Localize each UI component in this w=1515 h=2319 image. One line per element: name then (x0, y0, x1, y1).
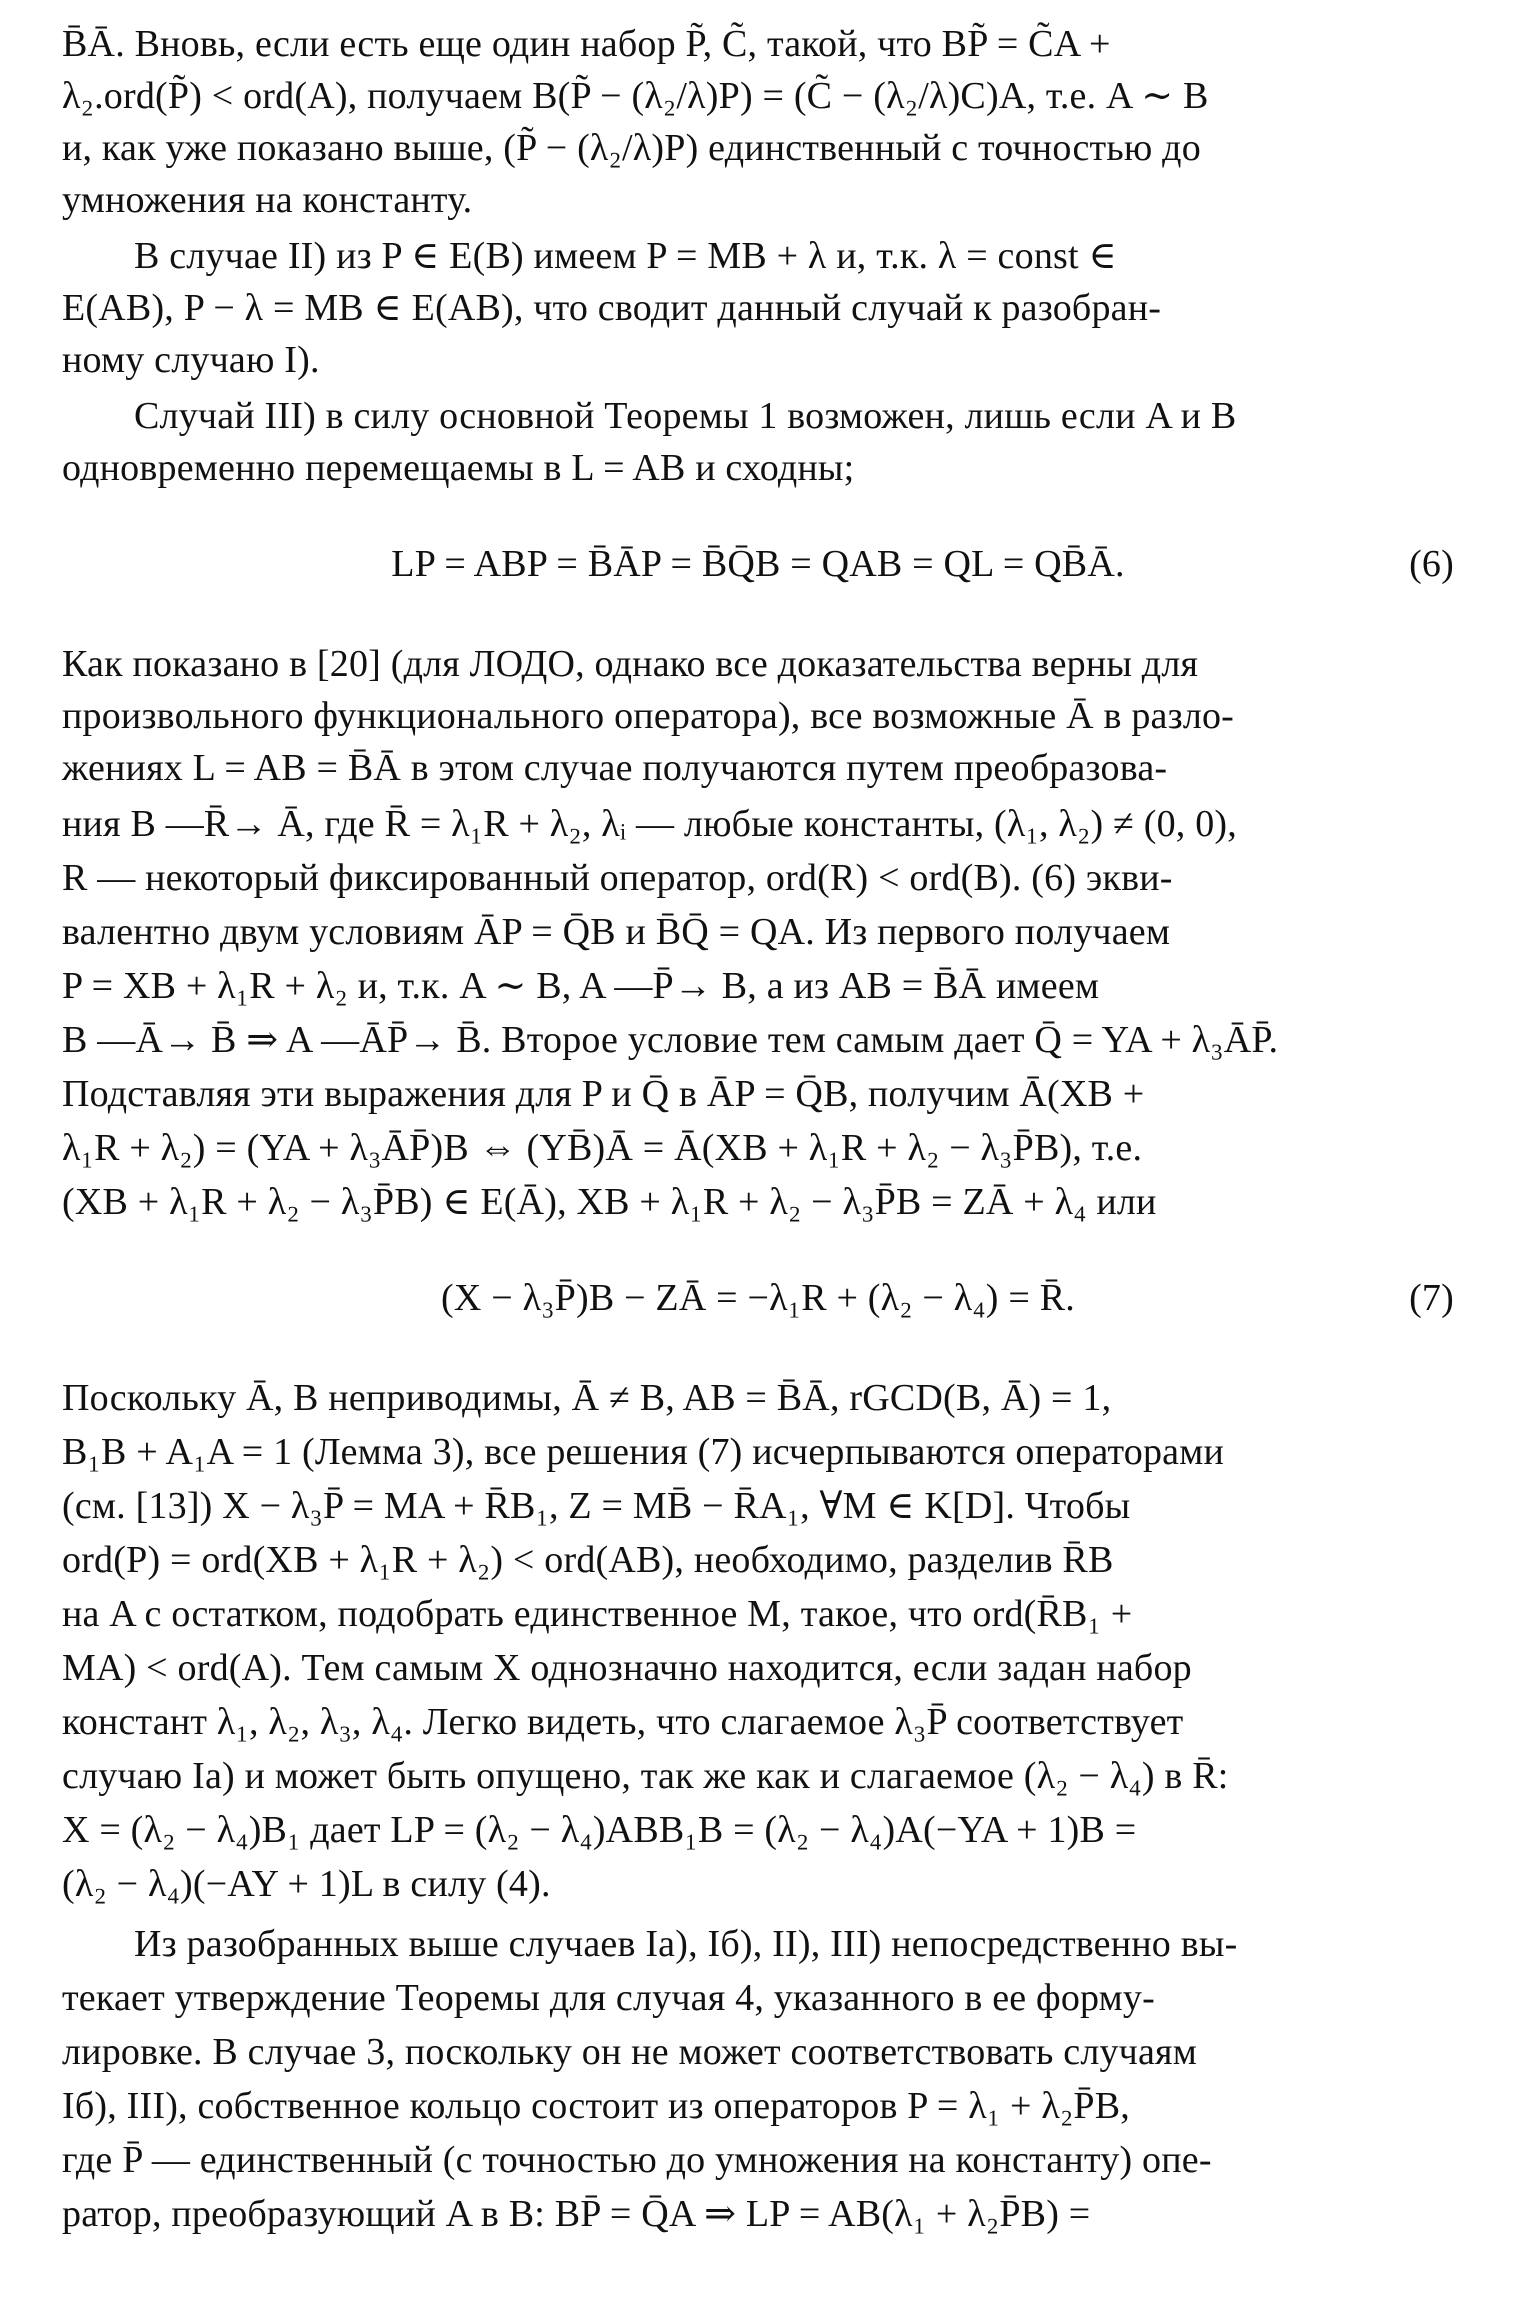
text-line: Случай III) в силу основной Теоремы 1 возможен, лишь если A и B (134, 395, 1237, 437)
text-line: констант λ₁, λ₂, λ₃, λ₄. Легко видеть, что слагаемое λ₃P̄ соответствует (62, 1701, 1184, 1743)
text-line: λ₂.ord(P̃) < ord(A), получаем B(P̃ − (λ₂/λ)P) = (C̃ − (λ₂/λ)C)A, т.е. A ∼ B (62, 75, 1209, 117)
text-line: текает утверждение Теоремы для случая 4, указанного в ее форму- (62, 1977, 1155, 2019)
text-line: ному случаю I). (62, 339, 320, 381)
text-line: X = (λ₂ − λ₄)B₁ дает LP = (λ₂ − λ₄)ABB₁B = (λ₂ − λ₄)A(−YA + 1)B = (62, 1809, 1137, 1851)
text-line: где P̄ — единственный (с точностью до умножения на константу) опе- (62, 2139, 1212, 2181)
equation-number: (6) (1409, 543, 1454, 585)
text-line: ратор, преобразующий A в B: BP̄ = Q̄A ⇒ LP = AB(λ₁ + λ₂P̄B) = (62, 2193, 1091, 2235)
text-line: ния B —R̄→ Ā, где R̄ = λ₁R + λ₂, λᵢ — любые константы, (λ₁, λ₂) ≠ (0, 0), (62, 803, 1237, 845)
equation-body: LP = ABP = B̄ĀP = B̄Q̄B = QAB = QL = QB̄Ā. (391, 543, 1125, 585)
text-line: случаю Iа) и может быть опущено, так же как и слагаемое (λ₂ − λ₄) в R̄: (62, 1755, 1229, 1797)
text-line: жениях L = AB = B̄Ā в этом случае получаются путем преобразова- (62, 747, 1168, 789)
text-line: валентно двум условиям ĀP = Q̄B и B̄Q̄ = QA. Из первого получаем (62, 911, 1171, 953)
text-line: произвольного функционального оператора), все возможные Ā в разло- (62, 695, 1235, 737)
text-line: E(AB), P − λ = MB ∈ E(AB), что сводит данный случай к разобран- (62, 287, 1162, 329)
text-line: B₁B + A₁A = 1 (Лемма 3), все решения (7) исчерпываются операторами (62, 1431, 1225, 1473)
text-line: MA) < ord(A). Тем самым X однозначно находится, если задан набор (62, 1647, 1192, 1689)
text-line: одновременно перемещаемы в L = AB и сходны; (62, 447, 855, 489)
text-line: умножения на константу. (62, 179, 473, 221)
text-line: B̄Ā. Вновь, если есть еще один набор P̃, C̃, такой, что BP̃ = C̃A + (62, 23, 1111, 65)
text-line: на A с остатком, подобрать единственное M, такое, что ord(R̄B₁ + (62, 1593, 1133, 1635)
text-line: лировке. В случае 3, поскольку он не может соответствовать случаям (62, 2031, 1197, 2073)
text-line: Поскольку Ā, B неприводимы, Ā ≠ B, AB = B̄Ā, rGCD(B, Ā) = 1, (62, 1377, 1112, 1419)
text-line: (см. [13]) X − λ₃P̄ = MA + R̄B₁, Z = MB̄ − R̄A₁, ∀M ∈ K[D]. Чтобы (62, 1485, 1131, 1527)
text-line: Подставляя эти выражения для P и Q̄ в ĀP = Q̄B, получим Ā(XB + (62, 1073, 1145, 1115)
equation-number: (7) (1409, 1277, 1454, 1319)
text-line: R — некоторый фиксированный оператор, ord(R) < ord(B). (6) экви- (62, 857, 1173, 899)
text-line: (λ₂ − λ₄)(−AY + 1)L в силу (4). (62, 1863, 551, 1905)
text-line: и, как уже показано выше, (P̃ − (λ₂/λ)P) единственный с точностью до (62, 127, 1201, 169)
text-line: B —Ā→ B̄ ⇒ A —ĀP̄→ B̄. Второе условие тем самым дает Q̄ = YA + λ₃ĀP̄. (62, 1019, 1279, 1061)
equation-6 (62, 538, 1454, 590)
text-line: Из разобранных выше случаев Iа), Iб), II), III) непосредственно вы- (134, 1923, 1238, 1965)
text-line: ord(P) = ord(XB + λ₁R + λ₂) < ord(AB), необходимо, разделив R̄B (62, 1539, 1114, 1581)
text-line: (XB + λ₁R + λ₂ − λ₃P̄B) ∈ E(Ā), XB + λ₁R + λ₂ − λ₃P̄B = ZĀ + λ₄ или (62, 1181, 1157, 1223)
equation-body: (X − λ₃P̄)B − ZĀ = −λ₁R + (λ₂ − λ₄) = R̄. (441, 1277, 1075, 1319)
text-line: λ₁R + λ₂) = (YA + λ₃ĀP̄)B ⇔ (YB̄)Ā = Ā(XB + λ₁R + λ₂ − λ₃P̄B), т.е. (62, 1127, 1143, 1169)
text-line: P = XB + λ₁R + λ₂ и, т.к. A ∼ B, A —P̄→ B, а из AB = B̄Ā имеем (62, 965, 1100, 1007)
text-line: В случае II) из P ∈ E(B) имеем P = MB + λ и, т.к. λ = const ∈ (134, 235, 1117, 277)
text-line: Iб), III), собственное кольцо состоит из операторов P = λ₁ + λ₂P̄B, (62, 2085, 1130, 2127)
text-line: Как показано в [20] (для ЛОДО, однако все доказательства верны для (62, 643, 1199, 685)
equation-7 (62, 1272, 1454, 1324)
